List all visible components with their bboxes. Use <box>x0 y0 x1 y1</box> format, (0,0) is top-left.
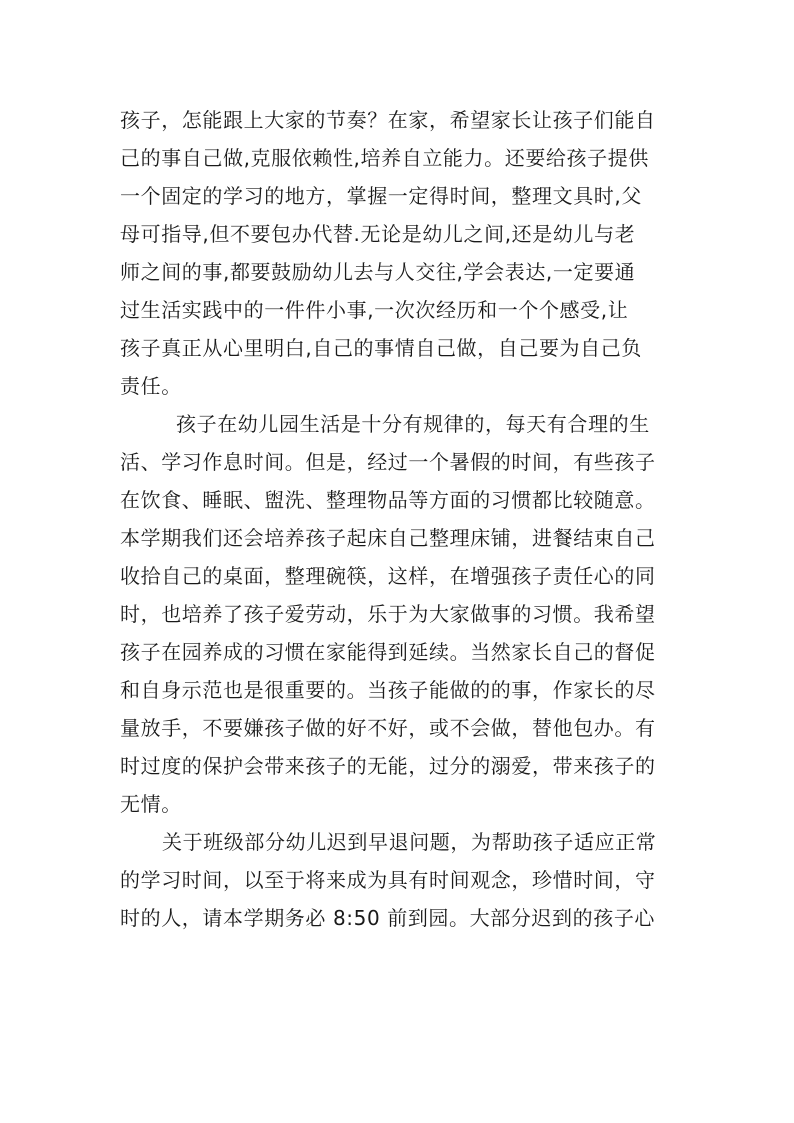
text-line: 母可指导,但不要包办代替.无论是幼儿之间,还是幼儿与老 <box>120 222 636 246</box>
text-line: 时的人，请本学期务必 8:50 前到园。大部分迟到的孩子心 <box>120 906 656 930</box>
text-line: 孩子，怎能跟上大家的节奏？在家，希望家长让孩子们能自 <box>120 108 656 132</box>
text-line: 过生活实践中的一件件小事,一次次经历和一个个感受,让 <box>120 298 629 322</box>
text-line: 收拾自己的桌面，整理碗筷，这样，在增强孩子责任心的同 <box>120 564 656 588</box>
text-line: 孩子在园养成的习惯在家能得到延续。当然家长自己的督促 <box>120 640 656 664</box>
text-line: 在饮食、睡眠、盥洗、整理物品等方面的习惯都比较随意。 <box>120 488 656 512</box>
text-line: 一个固定的学习的地方，掌握一定得时间，整理文具时,父 <box>120 184 642 208</box>
text-line: 时，也培养了孩子爱劳动，乐于为大家做事的习惯。我希望 <box>120 602 656 626</box>
text-line: 量放手，不要嫌孩子做的好不好，或不会做，替他包办。有 <box>120 716 656 740</box>
text-line: 本学期我们还会培养孩子起床自己整理床铺，进餐结束自己 <box>120 526 656 550</box>
text-line: 时过度的保护会带来孩子的无能，过分的溺爱，带来孩子的 <box>120 754 656 778</box>
text-line: 孩子真正从心里明白,自己的事情自己做，自己要为自己负 <box>120 336 642 360</box>
text-line: 责任。 <box>120 374 182 398</box>
text-line: 的学习时间，以至于将来成为具有时间观念，珍惜时间，守 <box>120 868 656 892</box>
text-line: 无情。 <box>120 792 182 816</box>
text-line: 师之间的事,都要鼓励幼儿去与人交往,学会表达,一定要通 <box>120 260 636 284</box>
text-line: 和自身示范也是很重要的。当孩子能做的的事，作家长的尽 <box>120 678 656 702</box>
text-line: 己的事自己做,克服依赖性,培养自立能力。还要给孩子提供 <box>120 146 649 170</box>
text-line: 孩子在幼儿园生活是十分有规律的，每天有合理的生 <box>176 412 650 436</box>
text-line: 关于班级部分幼儿迟到早退问题，为帮助孩子适应正常 <box>162 830 657 854</box>
text-line: 活、学习作息时间。但是，经过一个暑假的时间，有些孩子 <box>120 450 656 474</box>
